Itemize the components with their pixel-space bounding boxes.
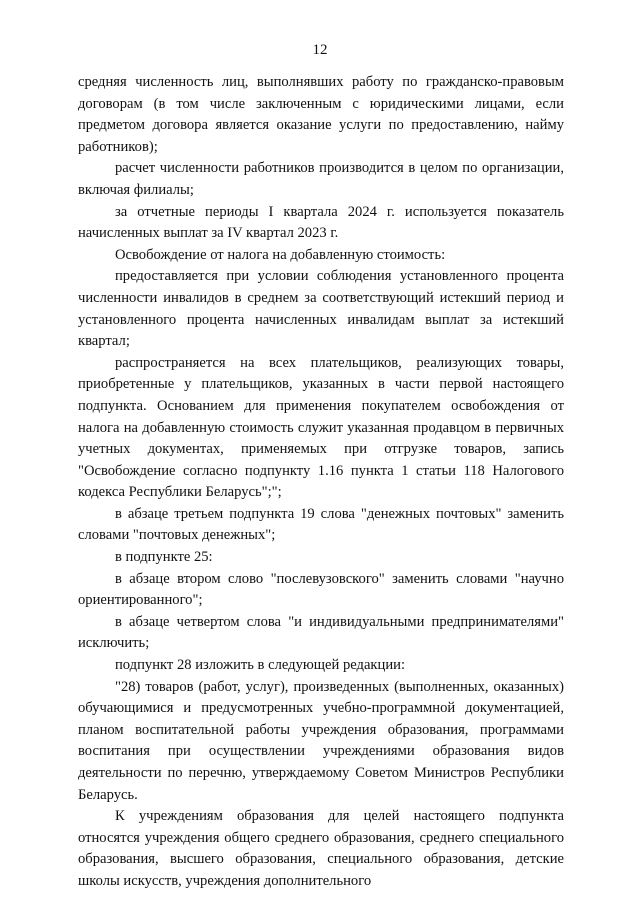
paragraph: за отчетные периоды I квартала 2024 г. используется показатель начисленных выплат за IV квартал 2023 г. xyxy=(78,203,564,242)
paragraph: в абзаце четвертом слова "и индивидуальными предпринимателями" исключить; xyxy=(78,613,564,652)
paragraph: подпункт 28 изложить в следующей редакции: xyxy=(115,657,406,674)
paragraph: в подпункте 25: xyxy=(115,549,213,566)
paragraph: предоставляется при условии соблюдения установленного процента численности инвалидов в среднем за соответствующий истекший период и установленного процента начисленных инвалидам выплат за истекший квартал; xyxy=(78,268,564,350)
paragraph: распространяется на всех плательщиков, реализующих товары, приобретенные у плательщиков, указанных в части первой настоящего подпункта. Основанием для применения покупателем освобождения от налога на добавленную стоимость служит указанная продавцом в первичных учетных документах, применяемых при отгрузке товаров, запись "Освобождение согласно подпункту 1.16 пункта 1 статьи 118 Налогового кодекса Республики Беларусь";"; xyxy=(78,354,564,501)
page-number: 12 xyxy=(312,42,328,58)
paragraph: Освобождение от налога на добавленную стоимость: xyxy=(115,246,446,263)
paragraph: расчет численности работников производится в целом по организации, включая филиалы; xyxy=(78,160,564,198)
paragraph: средняя численность лиц, выполнявших работу по гражданско-правовым договорам (в том числе заключенным с юридическими лицами, если предметом договора является оказание услуги по предоставлению, найму работников); xyxy=(78,74,564,155)
paragraph: "28) товаров (работ, услуг), произведенных (выполненных, оказанных) обучающимися и предусмотренных учебно-программной документацией, планом воспитательной работы учреждения образования, программами воспитания при осуществлении учреждениями образования видов деятельности по перечню, утверждаемому Советом Министров Республики Беларусь. xyxy=(78,678,564,803)
paragraph: К учреждениям образования для целей настоящего подпункта относятся учреждения общего среднего образования, среднего специального образования, высшего образования, специального образования, детские школы искусств, учреждения дополнительного xyxy=(78,808,564,889)
document-body xyxy=(78,72,564,893)
paragraph: в абзаце третьем подпункта 19 слова "денежных почтовых" заменить словами "почтовых денежных"; xyxy=(78,505,564,544)
paragraph: в абзаце втором слово "послевузовского" заменить словами "научно ориентированного"; xyxy=(78,570,564,609)
